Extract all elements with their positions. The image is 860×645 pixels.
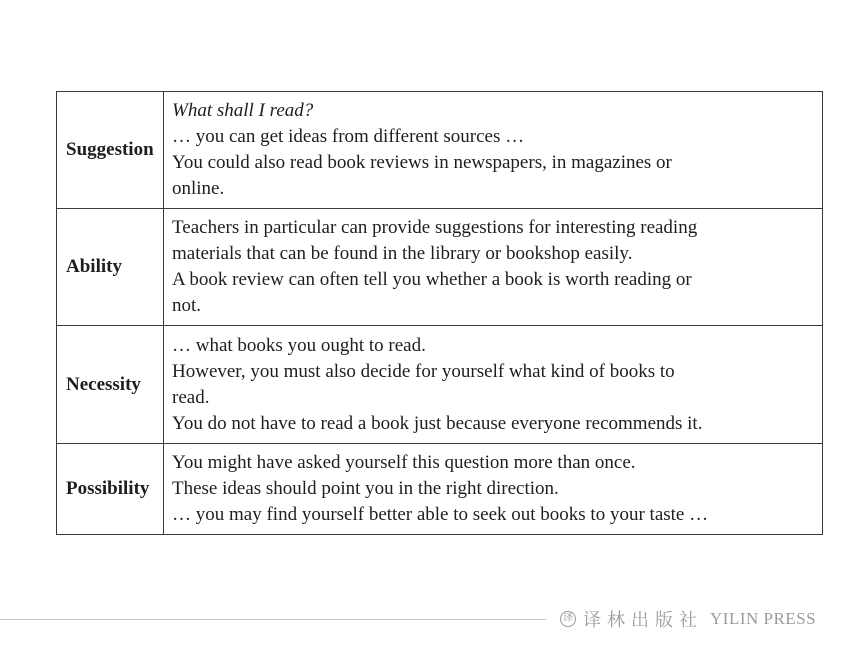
content-line: Teachers in particular can provide suggestions for interesting reading (172, 217, 698, 238)
content-line: A book review can often tell you whether a book is worth reading or (172, 269, 692, 290)
content-line: online. (172, 178, 225, 199)
publisher-name-chinese: 译林出版社 (583, 610, 703, 631)
table-row-ability (57, 209, 823, 326)
row-content-suggestion (164, 92, 823, 209)
row-content-necessity (164, 326, 823, 444)
content-line: What shall I read? (172, 100, 314, 121)
table-row-necessity (57, 326, 823, 444)
yilin-logo-icon: 译 (560, 611, 576, 627)
content-line: … you may find yourself better able to seek out books to your taste … (172, 504, 709, 525)
content-line: You do not have to read a book just because everyone recommends it. (172, 412, 703, 434)
row-label-possibility: Possibility (57, 444, 164, 535)
content-line: … you can get ideas from different sources … (172, 126, 525, 147)
row-content-possibility (164, 444, 823, 535)
row-label-suggestion: Suggestion (57, 92, 164, 209)
content-line: You could also read book reviews in newspapers, in magazines or (172, 152, 672, 173)
modal-verbs-table (56, 91, 823, 535)
content-line: … what books you ought to read. (172, 334, 426, 356)
table-row-possibility (57, 444, 823, 535)
footer-divider (0, 619, 546, 620)
row-label-ability: Ability (57, 209, 164, 326)
content-line: These ideas should point you in the right direction. (172, 478, 559, 499)
content-line: not. (172, 295, 202, 316)
publisher-mark (560, 607, 816, 631)
table-row-suggestion (57, 92, 823, 209)
content-line: However, you must also decide for yourself what kind of books to (172, 360, 675, 382)
publisher-name-english: YILIN PRESS (710, 609, 817, 628)
content-line: materials that can be found in the library or bookshop easily. (172, 243, 633, 264)
row-label-necessity: Necessity (57, 326, 164, 444)
content-line: read. (172, 386, 210, 408)
row-content-ability (164, 209, 823, 326)
content-line: You might have asked yourself this question more than once. (172, 452, 636, 473)
